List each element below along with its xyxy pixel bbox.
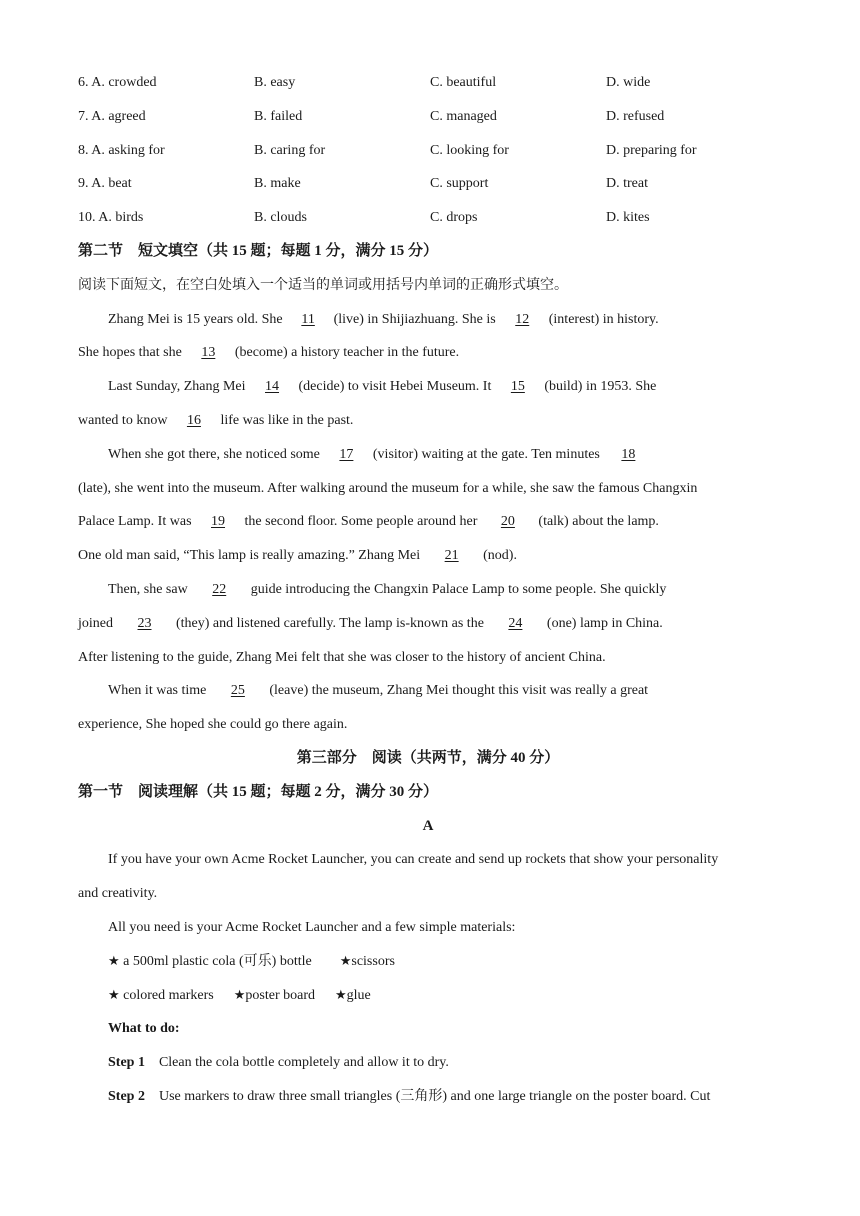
option-row-7: [78, 100, 778, 134]
option-d: D. kites: [606, 210, 650, 226]
passage-text: (talk) about the lamp.: [534, 514, 659, 530]
passage-line: [78, 539, 778, 573]
blank-24: 24: [508, 615, 523, 631]
reading-paragraph: All you need is your Acme Rocket Launcher and a few simple materials:: [108, 919, 516, 935]
part-3-section-1-title: 第一节 阅读理解（共 15 题；每题 2 分，满分 30 分）: [78, 783, 439, 800]
passage-text: Last Sunday, Zhang Mei: [108, 379, 250, 395]
blank-22: 22: [212, 581, 227, 597]
passage-text: (live) in Shijiazhuang. She is: [330, 311, 500, 327]
blank-11: 11: [301, 311, 315, 327]
passage-text: (become) a history teacher in the future.: [231, 345, 460, 361]
option-c: C. looking for: [430, 142, 509, 158]
option-row-8: [78, 134, 778, 168]
option-row-10: [78, 201, 778, 235]
option-c: C. managed: [430, 108, 497, 124]
materials-row: [78, 979, 778, 1013]
section-2-title: 第二节 短文填空（共 15 题；每题 1 分，满分 15 分）: [78, 242, 439, 259]
passage-text: (interest) in history.: [545, 311, 659, 327]
blank-23: 23: [137, 615, 152, 631]
passage-text: One old man said, “This lamp is really amazing.” Zhang Mei: [78, 548, 424, 564]
passage-text: life was like in the past.: [216, 412, 354, 428]
passage-line: After listening to the guide, Zhang Mei felt that she was closer to the history of ancient China.: [78, 649, 606, 665]
blank-21: 21: [444, 548, 459, 564]
star-icon: ★: [108, 953, 120, 969]
star-icon: ★: [339, 953, 352, 969]
blank-20: 20: [500, 514, 515, 530]
option-a: 10. A. birds: [78, 210, 144, 226]
material-item: colored markers: [119, 987, 214, 1003]
passage-line: [78, 303, 778, 337]
reading-paragraph: and creativity.: [78, 886, 158, 902]
passage-text: Zhang Mei is 15 years old. She: [108, 311, 287, 327]
passage-text: guide introducing the Changxin Palace Lamp to some people. She quickly: [247, 581, 667, 597]
passage-line: [78, 370, 778, 404]
section-2-instruction: 阅读下面短文，在空白处填入一个适当的单词或用括号内单词的正确形式填空。: [78, 277, 568, 293]
step-text: Clean the cola bottle completely and allow it to dry.: [158, 1055, 449, 1071]
option-b: B. make: [254, 176, 301, 192]
option-d: D. refused: [606, 108, 665, 124]
option-a: 8. A. asking for: [78, 142, 165, 158]
star-icon: ★: [334, 987, 347, 1003]
passage-text: Palace Lamp. It was: [78, 514, 196, 530]
passage-line: (late), she went into the museum. After walking around the museum for a while, she saw the famous Changxin: [78, 480, 698, 496]
step-label: Step 2: [108, 1088, 145, 1104]
option-a: 9. A. beat: [78, 176, 132, 192]
option-c: C. drops: [430, 210, 478, 226]
option-d: D. preparing for: [606, 142, 697, 158]
material-item: scissors: [351, 953, 395, 969]
passage-text: When it was time: [108, 683, 210, 699]
option-d: D. treat: [606, 176, 648, 192]
material-item: glue: [346, 987, 371, 1003]
passage-line: [78, 336, 778, 370]
blank-13: 13: [201, 345, 216, 361]
material-item: a 500ml plastic cola (可乐) bottle: [119, 953, 312, 969]
passage-line: [78, 607, 778, 641]
passage-line: [78, 674, 778, 708]
blank-17: 17: [339, 446, 354, 462]
option-row-9: [78, 167, 778, 201]
option-row-6: [78, 66, 778, 100]
step-2: [78, 1080, 778, 1114]
passage-text: (nod).: [479, 548, 517, 564]
option-a: 7. A. agreed: [78, 108, 146, 124]
option-b: B. clouds: [254, 210, 307, 226]
passage-text: (one) lamp in China.: [543, 615, 663, 631]
exam-page: [78, 66, 778, 1114]
passage-line: experience, She hoped she could go there again.: [78, 717, 348, 733]
blank-19: 19: [211, 514, 226, 530]
material-item: poster board: [245, 987, 315, 1003]
passage-text: She hopes that she: [78, 345, 186, 361]
step-1: [78, 1046, 778, 1080]
blank-18: 18: [621, 446, 636, 462]
star-icon: ★: [233, 987, 246, 1003]
option-c: C. support: [430, 176, 489, 192]
option-d: D. wide: [606, 75, 651, 90]
passage-text: (decide) to visit Hebei Museum. It: [295, 379, 495, 395]
passage-letter: A: [422, 817, 434, 834]
passage-text: (leave) the museum, Zhang Mei thought this visit was really a great: [265, 683, 649, 699]
step-label: Step 1: [108, 1055, 145, 1071]
reading-paragraph: If you have your own Acme Rocket Launcher, you can create and send up rockets that show your personality: [108, 852, 719, 868]
option-a: 6. A. crowded: [78, 75, 157, 90]
blank-16: 16: [186, 412, 201, 428]
passage-text: joined: [78, 615, 117, 631]
passage-line: [78, 404, 778, 438]
option-c: C. beautiful: [430, 75, 497, 90]
what-to-do-heading: What to do:: [108, 1021, 180, 1037]
blank-25: 25: [230, 683, 245, 699]
star-icon: ★: [108, 987, 120, 1003]
passage-text: (visitor) waiting at the gate. Ten minutes: [369, 446, 604, 462]
blank-12: 12: [515, 311, 530, 327]
materials-row: [78, 945, 778, 979]
step-text: Use markers to draw three small triangles (三角形) and one large triangle on the poster board. Cut: [158, 1088, 711, 1104]
passage-line: [78, 573, 778, 607]
option-b: B. easy: [254, 75, 296, 90]
passage-text: Then, she saw: [108, 581, 192, 597]
option-b: B. failed: [254, 108, 303, 124]
part-3-title: 第三部分 阅读（共两节，满分 40 分）: [296, 749, 560, 766]
passage-text: wanted to know: [78, 412, 171, 428]
passage-text: the second floor. Some people around her: [241, 514, 481, 530]
option-b: B. caring for: [254, 142, 326, 158]
blank-15: 15: [510, 379, 525, 395]
passage-line: [78, 438, 778, 472]
blank-14: 14: [265, 379, 280, 395]
passage-text: When she got there, she noticed some: [108, 446, 324, 462]
passage-text: (build) in 1953. She: [540, 379, 657, 395]
passage-line: [78, 505, 778, 539]
passage-text: (they) and listened carefully. The lamp is-known as the: [172, 615, 488, 631]
